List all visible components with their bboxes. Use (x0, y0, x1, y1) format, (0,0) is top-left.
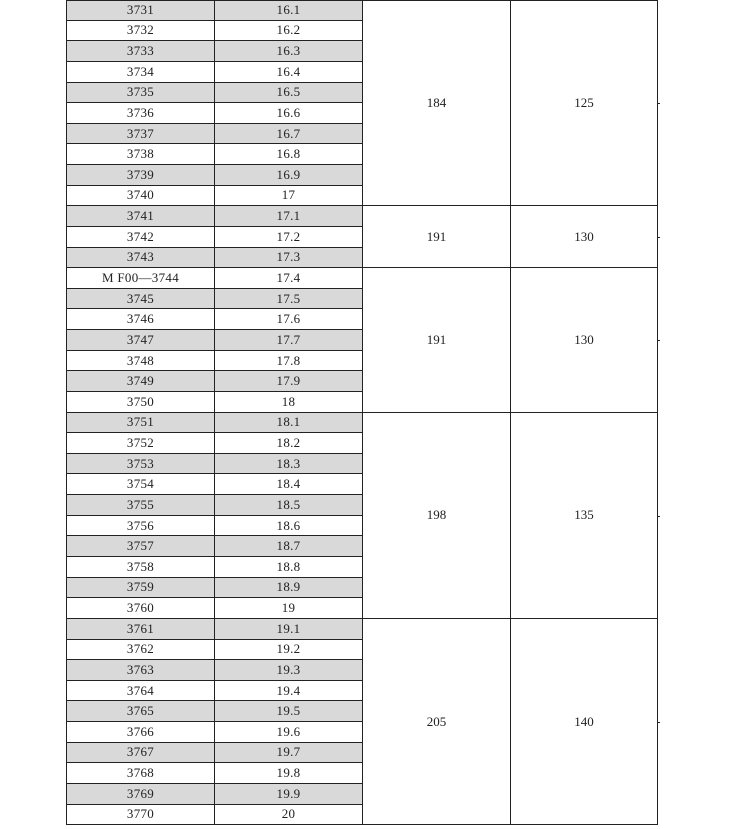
model-cell: 3732 (66, 21, 214, 42)
model-cell: 3751 (66, 413, 214, 434)
model-cell: 3768 (66, 763, 214, 784)
value-cell: 16.2 (214, 21, 362, 42)
value-cell: 20 (214, 805, 362, 826)
spec-table (66, 0, 658, 826)
value-cell: 19.1 (214, 619, 362, 640)
value-cell: 16.6 (214, 103, 362, 124)
model-cell: 3734 (66, 62, 214, 83)
group-col4-cell: 140 (510, 619, 658, 825)
value-cell: 17.2 (214, 227, 362, 248)
model-cell: 3766 (66, 722, 214, 743)
value-cell: 19.4 (214, 681, 362, 702)
model-cell: 3736 (66, 103, 214, 124)
model-cell: 3747 (66, 330, 214, 351)
value-cell: 19.9 (214, 784, 362, 805)
value-cell: 17 (214, 186, 362, 207)
model-cell: 3750 (66, 392, 214, 413)
value-cell: 18.9 (214, 578, 362, 599)
value-cell: 19.7 (214, 743, 362, 764)
edge-tick (657, 103, 660, 104)
model-cell: 3745 (66, 289, 214, 310)
model-cell: 3753 (66, 454, 214, 475)
value-cell: 19.5 (214, 701, 362, 722)
model-cell: 3741 (66, 206, 214, 227)
value-cell: 16.3 (214, 41, 362, 62)
value-cell: 17.6 (214, 309, 362, 330)
model-cell: 3746 (66, 309, 214, 330)
model-cell: 3756 (66, 516, 214, 537)
value-cell: 17.8 (214, 351, 362, 372)
edge-tick (657, 340, 660, 341)
model-cell: 3752 (66, 433, 214, 454)
edge-tick (657, 722, 660, 723)
model-cell: 3742 (66, 227, 214, 248)
model-cell: 3735 (66, 83, 214, 104)
model-cell: 3767 (66, 743, 214, 764)
value-cell: 19.6 (214, 722, 362, 743)
model-cell: 3758 (66, 557, 214, 578)
model-cell: 3764 (66, 681, 214, 702)
value-cell: 17.3 (214, 248, 362, 269)
edge-tick (657, 516, 660, 517)
value-cell: 18.4 (214, 474, 362, 495)
model-cell: 3737 (66, 124, 214, 145)
value-cell: 19.2 (214, 640, 362, 661)
value-cell: 17.4 (214, 268, 362, 289)
group-col4-cell: 125 (510, 0, 658, 206)
model-cell: 3759 (66, 578, 214, 599)
value-cell: 17.1 (214, 206, 362, 227)
model-cell: 3743 (66, 248, 214, 269)
model-cell: 3733 (66, 41, 214, 62)
model-cell: 3754 (66, 474, 214, 495)
model-cell: 3739 (66, 165, 214, 186)
model-cell: 3762 (66, 640, 214, 661)
value-cell: 19.3 (214, 660, 362, 681)
model-cell: 3757 (66, 536, 214, 557)
group-col3-cell: 191 (362, 268, 510, 412)
group-col4-cell: 130 (510, 268, 658, 412)
group-col4-cell: 135 (510, 413, 658, 619)
group-col3-cell: 205 (362, 619, 510, 825)
model-cell: 3731 (66, 0, 214, 21)
model-cell: 3740 (66, 186, 214, 207)
value-cell: 16.5 (214, 83, 362, 104)
value-cell: 18.2 (214, 433, 362, 454)
value-cell: 16.8 (214, 144, 362, 165)
value-cell: 16.7 (214, 124, 362, 145)
model-cell: 3769 (66, 784, 214, 805)
value-cell: 17.5 (214, 289, 362, 310)
model-cell: 3763 (66, 660, 214, 681)
value-cell: 16.4 (214, 62, 362, 83)
value-cell: 17.9 (214, 371, 362, 392)
value-cell: 17.7 (214, 330, 362, 351)
group-col3-cell: 191 (362, 206, 510, 268)
model-cell: 3761 (66, 619, 214, 640)
model-cell: 3738 (66, 144, 214, 165)
model-cell: 3755 (66, 495, 214, 516)
value-cell: 18.7 (214, 536, 362, 557)
model-cell: 3749 (66, 371, 214, 392)
value-cell: 19.8 (214, 763, 362, 784)
value-cell: 16.9 (214, 165, 362, 186)
group-col3-cell: 184 (362, 0, 510, 206)
model-cell: 3760 (66, 598, 214, 619)
value-cell: 18.8 (214, 557, 362, 578)
model-cell: 3765 (66, 701, 214, 722)
value-cell: 16.1 (214, 0, 362, 21)
value-cell: 18.1 (214, 413, 362, 434)
edge-tick (657, 237, 660, 238)
value-cell: 18 (214, 392, 362, 413)
model-cell: 3748 (66, 351, 214, 372)
group-col3-cell: 198 (362, 413, 510, 619)
model-cell: 3770 (66, 805, 214, 826)
value-cell: 19 (214, 598, 362, 619)
value-cell: 18.5 (214, 495, 362, 516)
value-cell: 18.6 (214, 516, 362, 537)
model-cell: M F00—3744 (66, 268, 214, 289)
value-cell: 18.3 (214, 454, 362, 475)
group-col4-cell: 130 (510, 206, 658, 268)
